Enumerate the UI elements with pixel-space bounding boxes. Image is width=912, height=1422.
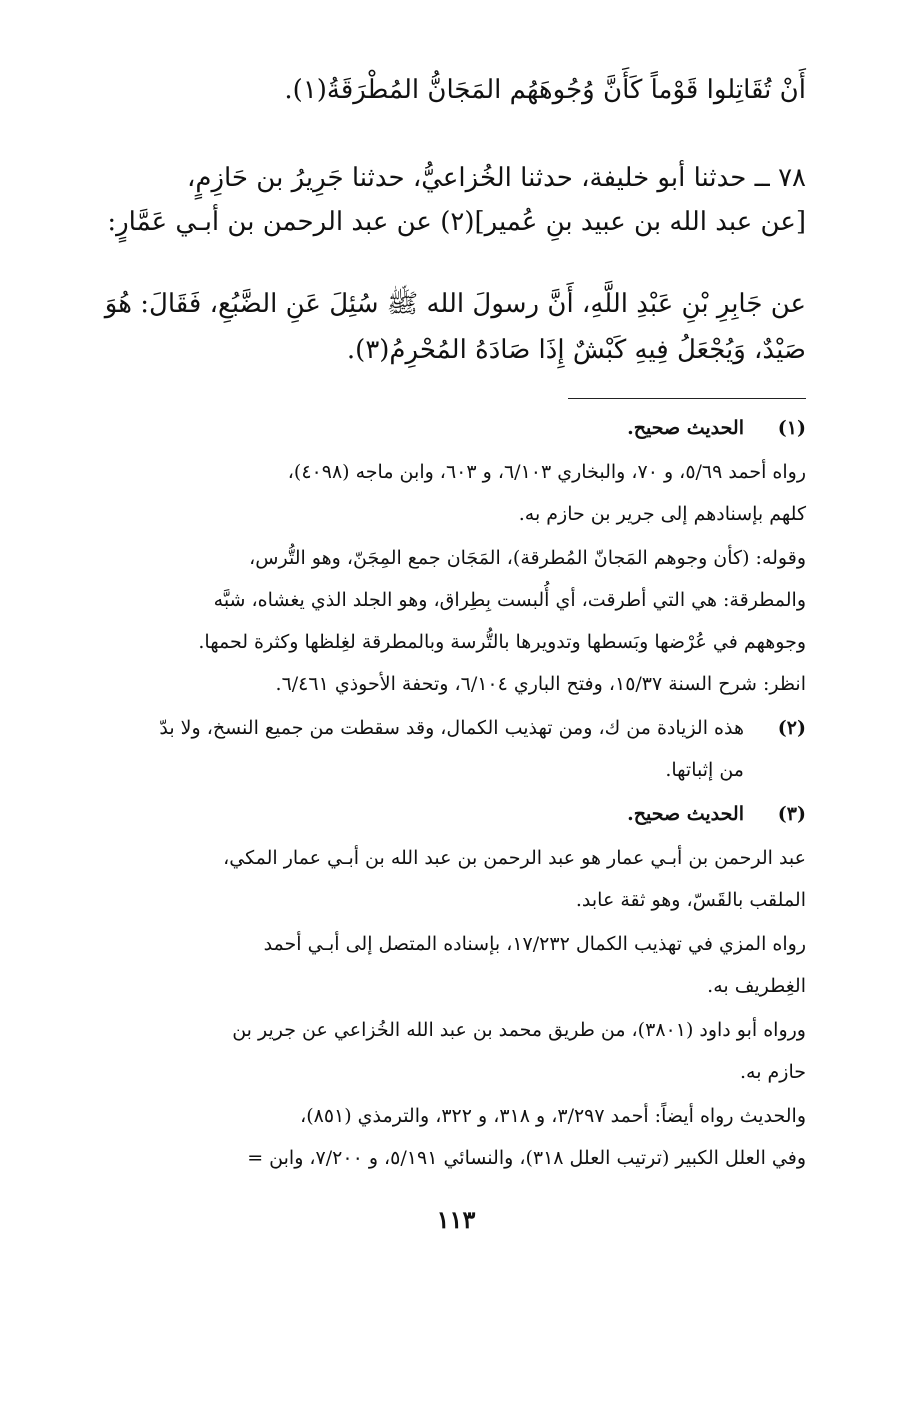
- hadith-78-line-2: [عن عبد الله بن عبيد بنِ عُمير](٢) عن عبد الرحمن بن أبـي عَمَّارٍ:: [107, 207, 806, 237]
- hadith-78-line-1: ٧٨ ــ حدثنا أبو خليفة، حدثنا الخُزاعيُّ، حدثنا جَرِيرُ بن حَازِمٍ،: [186, 163, 806, 193]
- footnote-1-line: وجوههم في عُرْضها وبَسطها وتدويرها بالتُّرسة وبالمطرقة لغِلظها وكثرة لحمها.: [198, 631, 806, 653]
- footnote-1-line: والمطرقة: هي التي أطرقت، أي أُلبست بِطِراق، وهو الجلد الذي يغشاه، شبَّه: [213, 589, 806, 611]
- footnote-separator: [568, 398, 806, 399]
- hadith-78-line-3: عن جَابِرِ بْنِ عَبْدِ اللَّهِ، أَنَّ رسولَ الله ﷺ سُئِلَ عَنِ الضَّبُعِ، فَقَالَ: هُوَ: [104, 289, 806, 319]
- footnote-3-line: الملقب بالقَسّ، وهو ثقة عابد.: [575, 889, 806, 911]
- footnote-3-line: عبد الرحمن بن أبـي عمار هو عبد الرحمن بن عبد الله بن أبـي عمار المكي،: [223, 847, 806, 869]
- footnote-3-line: رواه المزي في تهذيب الكمال ١٧/٢٣٢، بإسناده المتصل إلى أبـي أحمد: [263, 933, 806, 955]
- footnote-1-heading: الحديث صحيح.: [627, 417, 744, 439]
- footnote-2-line: هذه الزيادة من ك، ومن تهذيب الكمال، وقد سقطت من جميع النسخ، ولا بدّ: [159, 717, 744, 739]
- footnote-1-number: (١): [777, 417, 806, 439]
- main-text-line-1: أَنْ تُقَاتِلوا قَوْماً كَأَنَّ وُجُوهَهُم المَجَانُّ المُطْرَقَةُ(١).: [284, 75, 806, 105]
- footnote-1-line: كلهم بإسنادهم إلى جرير بن حازم به.: [518, 503, 806, 525]
- footnote-3-line: الغِطريف به.: [707, 975, 806, 997]
- page-number: ١١٣: [436, 1205, 476, 1234]
- footnote-2-number: (٢): [777, 717, 806, 739]
- footnote-3-line: وفي العلل الكبير (ترتيب العلل ٣١٨)، والنسائي ٥/١٩١، و ٧/٢٠٠، وابن =: [247, 1147, 806, 1169]
- footnote-3-line: والحديث رواه أيضاً: أحمد ٣/٢٩٧، و ٣١٨، و ٣٢٢، والترمذي (٨٥١)،: [300, 1105, 806, 1127]
- hadith-78-line-4: صَيْدٌ، وَيُجْعَلُ فِيهِ كَبْشٌ إِذَا صَادَهُ المُحْرِمُ(٣).: [346, 335, 806, 365]
- footnote-3-heading: الحديث صحيح.: [627, 803, 744, 825]
- footnote-1-line: رواه أحمد ٥/٦٩، و ٧٠، والبخاري ٦/١٠٣، و ٦٠٣، وابن ماجه (٤٠٩٨)،: [287, 461, 806, 483]
- footnote-3-line: ورواه أبو داود (٣٨٠١)، من طريق محمد بن عبد الله الخُزاعي عن جرير بن: [232, 1019, 806, 1041]
- footnote-1-line: انظر: شرح السنة ١٥/٣٧، وفتح الباري ٦/١٠٤، وتحفة الأحوذي ٦/٤٦١.: [275, 673, 806, 695]
- footnote-2-line: من إثباتها.: [665, 759, 744, 781]
- footnote-3-number: (٣): [777, 803, 806, 825]
- footnote-1-line: وقوله: (كأن وجوهم المَجانّ المُطرقة)، المَجَان جمع المِجَنّ، وهو التُّرس،: [249, 547, 806, 569]
- footnote-3-line: حازم به.: [739, 1061, 806, 1083]
